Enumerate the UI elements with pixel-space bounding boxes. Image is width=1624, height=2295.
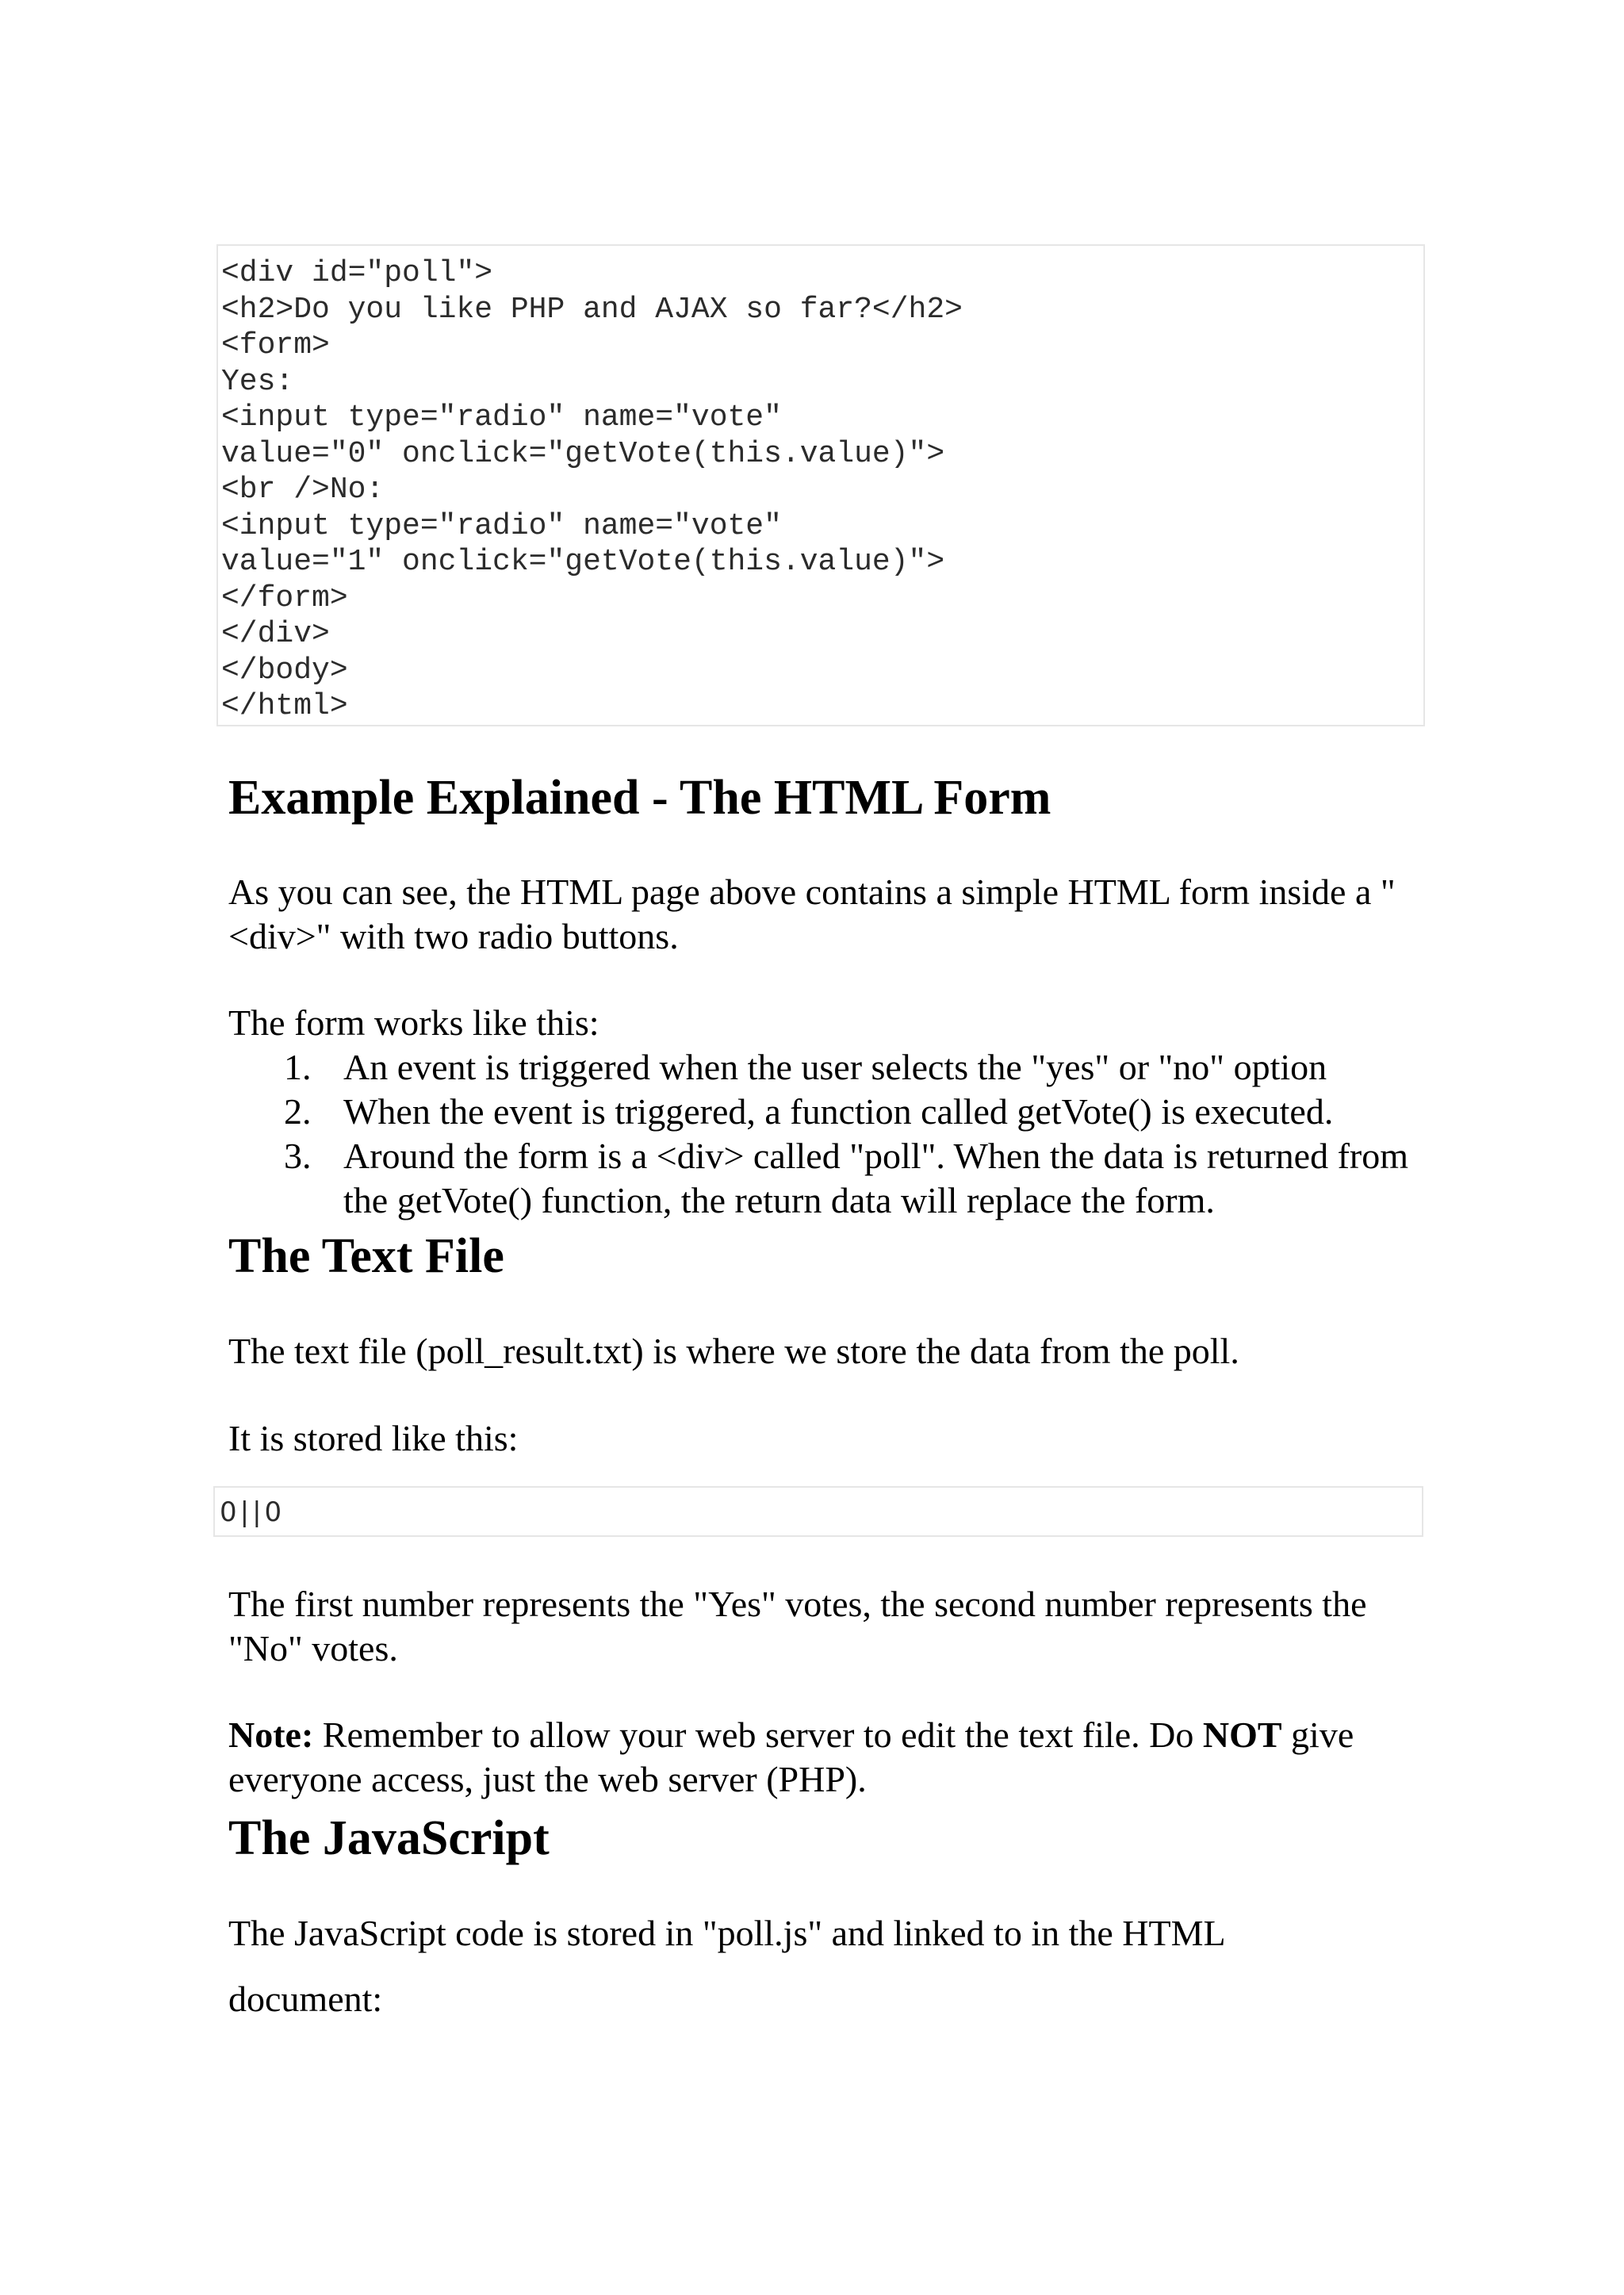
code-line: value="1" onclick="getVote(this.value)"> [221, 545, 945, 579]
text-file-intro: The text file (poll_result.txt) is where we store the data from the poll. [228, 1331, 1239, 1371]
code-line: </html> [221, 689, 348, 723]
note-paragraph [228, 1713, 1434, 1802]
list-item-number: 2. [284, 1091, 312, 1132]
note-bold: NOT [1202, 1715, 1282, 1755]
list-item-text: Around the form is a <div> called "poll". When the data is returned from the getVote() function, the return data will replace the form. [343, 1136, 1409, 1220]
code-line: Yes: [221, 364, 294, 399]
code-line: <input type="radio" name="vote" [221, 400, 782, 435]
form-list-intro: The form works like this: [228, 1002, 599, 1043]
js-intro-line-2: document: [228, 1979, 383, 2019]
code-line: <div id="poll"> [221, 256, 493, 290]
list-item-number: 1. [284, 1047, 312, 1087]
list-item [228, 1090, 1434, 1134]
js-intro-line-1: The JavaScript code is stored in "poll.js" and linked to in the HTML [228, 1913, 1226, 1953]
html-code-block [216, 244, 1425, 726]
form-intro-paragraph: As you can see, the HTML page above contains a simple HTML form inside a "<div>" with two radio buttons. [228, 872, 1396, 956]
stored-label: It is stored like this: [228, 1418, 519, 1458]
list-item [228, 1134, 1434, 1223]
code-line: </div> [221, 617, 330, 651]
note-text: Remember to allow your web server to edit the text file. Do [313, 1715, 1203, 1755]
note-text-end: give everyone access, just the web server (PHP). [228, 1715, 1354, 1799]
code-line: <form> [221, 328, 330, 362]
list-item [228, 1045, 1434, 1090]
heading-html-form: Example Explained - The HTML Form [228, 771, 1051, 825]
note-label: Note: [228, 1715, 314, 1755]
poll-result-value: 0||0 [220, 1496, 285, 1528]
list-item-text: When the event is triggered, a function called getVote() is executed. [343, 1091, 1334, 1132]
votes-explanation: The first number represents the "Yes" votes, the second number represents the "No" votes. [228, 1584, 1367, 1669]
code-line: </body> [221, 653, 348, 688]
list-item-text: An event is triggered when the user selects the "yes" or "no" option [343, 1047, 1327, 1087]
poll-result-code-block [213, 1486, 1423, 1537]
code-line: <br />No: [221, 473, 385, 507]
code-line: value="0" onclick="getVote(this.value)"> [221, 436, 945, 471]
heading-text-file: The Text File [228, 1229, 504, 1283]
heading-javascript: The JavaScript [228, 1811, 550, 1865]
list-item-number: 3. [284, 1136, 312, 1176]
code-line: </form> [221, 580, 348, 615]
code-line: <h2>Do you like PHP and AJAX so far?</h2> [221, 292, 963, 327]
form-steps-list [228, 1045, 1434, 1223]
code-line: <input type="radio" name="vote" [221, 508, 782, 543]
